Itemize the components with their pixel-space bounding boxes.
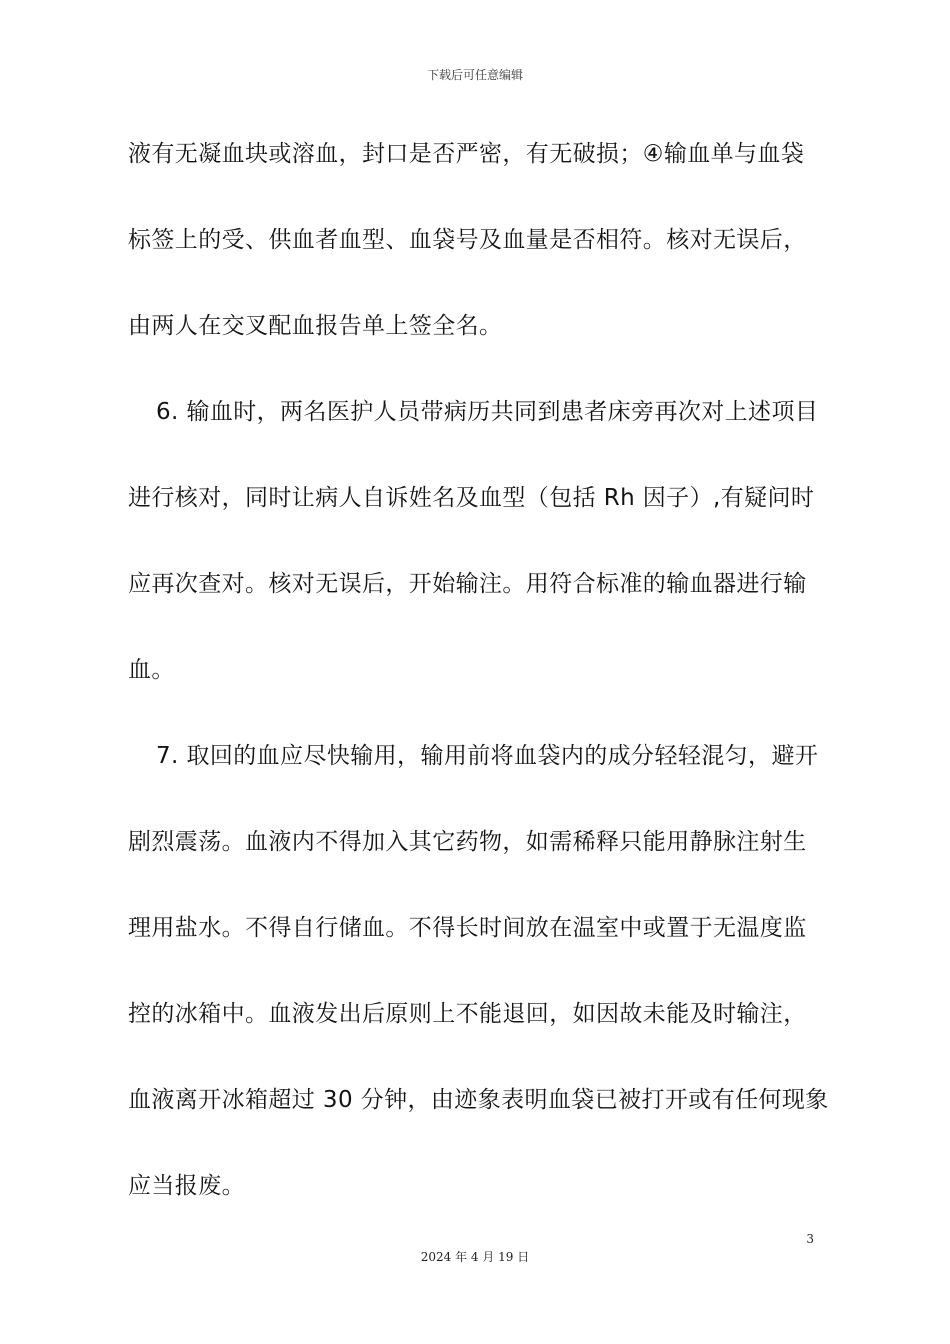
body-line: 控的冰箱中。血液发出后原则上不能退回，如因故未能及时输注， bbox=[128, 1001, 807, 1027]
paragraph-7-start: 7. 取回的血应尽快输用，输用前将血袋内的成分轻轻混匀，避开 bbox=[156, 743, 819, 769]
body-line: 血液离开冰箱超过 30 分钟，由迹象表明血袋已被打开或有任何现象 bbox=[128, 1087, 829, 1113]
body-line: 剧烈震荡。血液内不得加入其它药物，如需稀释只能用静脉注射生 bbox=[128, 829, 807, 855]
body-text bbox=[128, 128, 829, 1246]
body-line: 液有无凝血块或溶血，封口是否严密，有无破损；④输血单与血袋 bbox=[128, 141, 805, 167]
body-line: 进行核对，同时让病人自诉姓名及血型（包括 Rh 因子）,有疑问时 bbox=[128, 485, 815, 511]
paragraph-6-start: 6. 输血时，两名医护人员带病历共同到患者床旁再次对上述项目 bbox=[156, 399, 819, 425]
body-line: 应再次查对。核对无误后，开始输注。用符合标准的输血器进行输 bbox=[128, 571, 807, 597]
footer-date: 2024 年 4 月 19 日 bbox=[420, 1250, 530, 1264]
page-number: 3 bbox=[806, 1232, 814, 1246]
body-line: 标签上的受、供血者血型、血袋号及血量是否相符。核对无误后， bbox=[128, 227, 807, 253]
body-line: 由两人在交叉配血报告单上签全名。 bbox=[128, 313, 503, 339]
body-line: 应当报废。 bbox=[128, 1173, 245, 1199]
body-line: 血。 bbox=[128, 657, 175, 683]
page-header: 下载后可任意编辑 bbox=[426, 68, 523, 82]
body-line: 理用盐水。不得自行储血。不得长时间放在温室中或置于无温度监 bbox=[128, 915, 807, 941]
